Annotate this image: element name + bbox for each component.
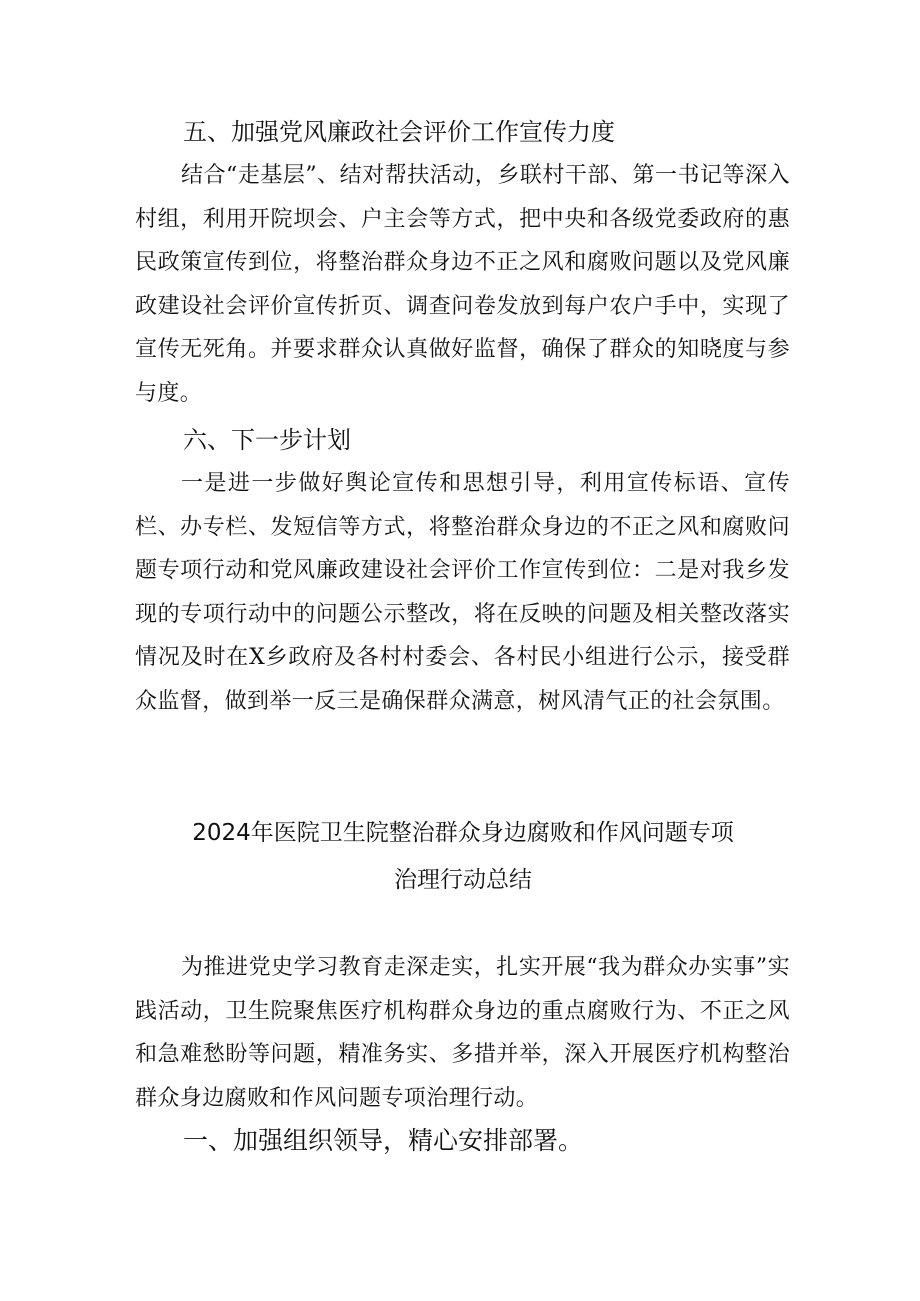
intro-paragraph: 为推进党史学习教育走深走实，扎实开展“我为群众办实事”实践活动，卫生院聚焦医疗机构群众身边的重点腐败行为、不正之风和急难愁盼等问题，精准务实、多措并举，深入开展医疗机构整治群众身边腐败和作风问题专项治理行动。 (135, 955, 790, 1111)
section-6-paragraph: 一是进一步做好舆论宣传和思想引导，利用宣传标语、宣传栏、办专栏、发短信等方式，将整治群众身边的不正之风和腐败问题专项行动和党风廉政建设社会评价工作宣传到位：二是对我乡发现的专项行动中的问题公示整改，将在反映的问题及相关整改落实情况及时在X乡政府及各村村委会、各村民小组进行公示，接受群众监督，做到举一反三是确保群众满意，树风清气正的社会氛围。 (135, 471, 790, 714)
section-5-paragraph: 结合“走基层”、结对帮扶活动，乡联村干部、第一书记等深入村组，利用开院坝会、户主会等方式，把中央和各级党委政府的惠民政策宣传到位，将整治群众身边不正之风和腐败问题以及党风廉政建设社会评价宣传折页、调查问卷发放到每户农户手中，实现了宣传无死角。并要求群众认真做好监督，确保了群众的知晓度与参与度。 (135, 163, 790, 406)
section-5-heading: 五、加强党风廉政社会评价工作宣传力度 (183, 118, 615, 146)
section-6-heading: 六、下一步计划 (183, 426, 351, 454)
document-title-line-2: 治理行动总结 (394, 867, 532, 893)
document-title-line-1: 2024年医院卫生院整治群众身边腐败和作风问题专项 (192, 820, 734, 846)
section-1-heading: 一、加强组织领导，精心安排部署。 (183, 1126, 584, 1155)
